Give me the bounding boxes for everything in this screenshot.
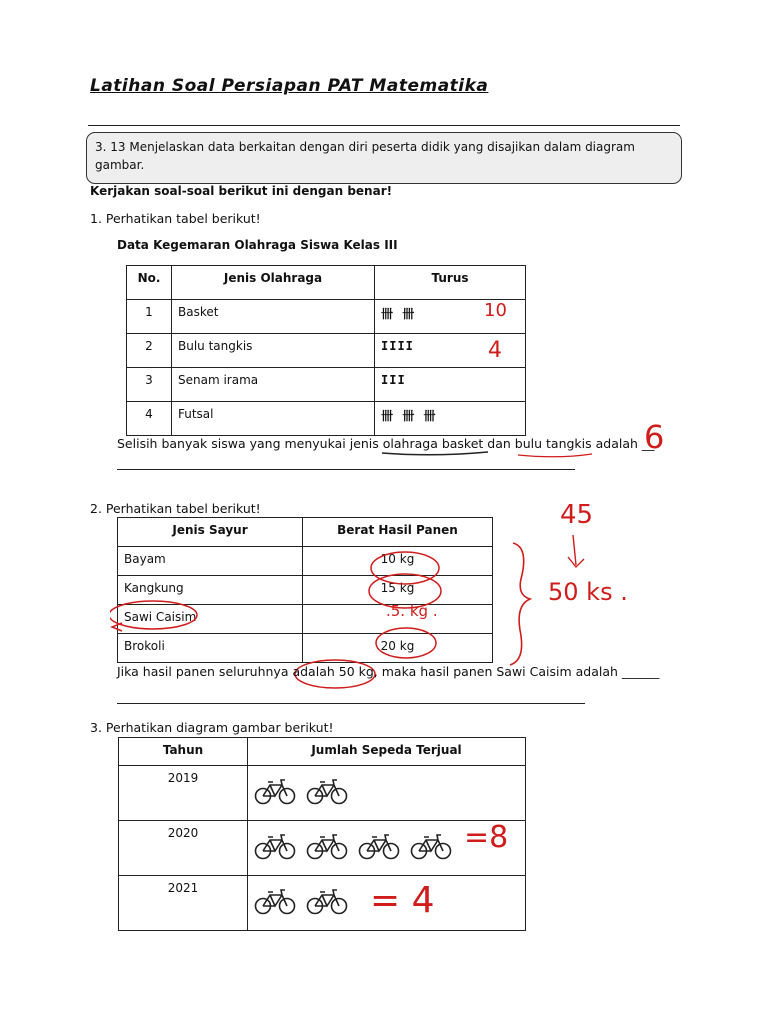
handwritten-answer-6: 6	[644, 418, 665, 456]
table-row	[119, 766, 526, 821]
cell-vegetable: Bayam	[118, 547, 303, 576]
q2-prompt: 2. Perhatikan tabel berikut!	[90, 501, 261, 516]
table-row	[119, 876, 526, 931]
cell-no: 4	[127, 402, 172, 436]
handwritten-4: 4	[488, 338, 502, 363]
cell-tally: 卌 卌	[375, 300, 526, 334]
q1-table-caption: Data Kegemaran Olahraga Siswa Kelas III	[117, 238, 398, 252]
table-row	[127, 368, 526, 402]
underline-marks	[378, 449, 598, 461]
q3-prompt: 3. Perhatikan diagram gambar berikut!	[90, 720, 334, 735]
cell-weight: 10 kg	[303, 547, 493, 576]
q1-question: Selisih banyak siswa yang menyukai jenis olahraga basket dan bulu tangkis adalah __	[117, 436, 655, 451]
table-row	[127, 300, 526, 334]
header-year: Tahun	[119, 738, 248, 766]
cell-sport: Futsal	[172, 402, 375, 436]
cell-weight: 15 kg	[303, 576, 493, 605]
handwritten-10: 10	[484, 300, 507, 321]
title-divider	[88, 125, 680, 126]
bicycle-icon	[254, 777, 296, 805]
bicycle-icon	[306, 832, 348, 860]
cell-tally: IIII	[375, 334, 526, 368]
q1-prompt: 1. Perhatikan tabel berikut!	[90, 211, 261, 226]
cell-weight: 20 kg	[303, 634, 493, 663]
sports-table	[126, 265, 526, 436]
header-sport: Jenis Olahraga	[172, 266, 375, 300]
bicycle-icon	[254, 832, 296, 860]
bicycle-icon	[254, 887, 296, 915]
header-no: No.	[127, 266, 172, 300]
cell-tally: III	[375, 368, 526, 402]
cell-vegetable: Sawi Caisim	[118, 605, 303, 634]
handwritten-45: 45	[560, 500, 594, 530]
cell-vegetable: Kangkung	[118, 576, 303, 605]
page-title: Latihan Soal Persiapan PAT Matematika	[90, 76, 489, 96]
table-row	[127, 334, 526, 368]
handwritten-equals-8: =8	[464, 820, 509, 855]
cell-bikes	[248, 766, 526, 821]
table-row	[127, 402, 526, 436]
header-vegetable: Jenis Sayur	[118, 518, 303, 547]
table-header-row	[119, 738, 526, 766]
table-header-row	[127, 266, 526, 300]
cell-tally: 卌 卌 卌	[375, 402, 526, 436]
cell-year: 2019	[119, 766, 248, 821]
cell-vegetable: Brokoli	[118, 634, 303, 663]
bicycle-icon	[306, 887, 348, 915]
handwritten-50-kg: 50 ks .	[548, 578, 628, 606]
header-bikes: Jumlah Sepeda Terjual	[248, 738, 526, 766]
header-tally: Turus	[375, 266, 526, 300]
cell-no: 2	[127, 334, 172, 368]
answer-line	[117, 703, 585, 704]
bicycle-icon	[410, 832, 452, 860]
q2-question: Jika hasil panen seluruhnya adalah 50 kg, maka hasil panen Sawi Caisim adalah ______	[117, 664, 660, 679]
handwritten-5-kg: .5. kg .	[386, 602, 438, 620]
cell-year: 2021	[119, 876, 248, 931]
cell-year: 2020	[119, 821, 248, 876]
header-weight: Berat Hasil Panen	[303, 518, 493, 547]
cell-sport: Bulu tangkis	[172, 334, 375, 368]
cell-no: 3	[127, 368, 172, 402]
cell-sport: Basket	[172, 300, 375, 334]
bicycle-icon	[358, 832, 400, 860]
cell-no: 1	[127, 300, 172, 334]
bicycle-icon	[306, 777, 348, 805]
learning-objective-box: 3. 13 Menjelaskan data berkaitan dengan diri peserta didik yang disajikan dalam diagram gambar.	[86, 132, 682, 184]
handwritten-equals-4: = 4	[370, 880, 435, 921]
cell-sport: Senam irama	[172, 368, 375, 402]
instruction-text: Kerjakan soal-soal berikut ini dengan benar!	[90, 184, 393, 198]
answer-line	[117, 469, 575, 470]
